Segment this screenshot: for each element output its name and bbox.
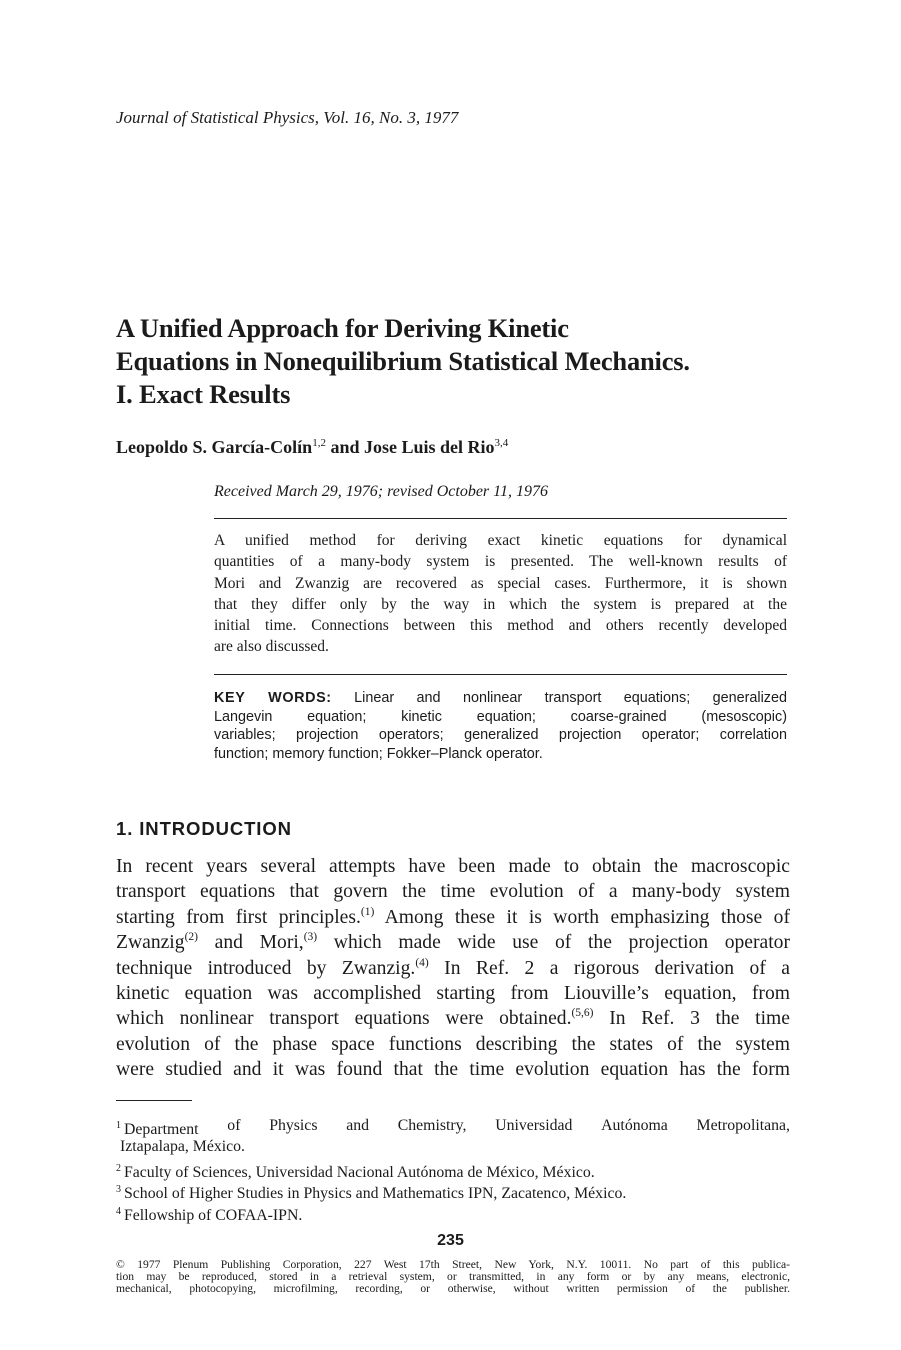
footnote-word: and: [346, 1117, 369, 1134]
received-dates: Received March 29, 1976; revised October 11, 1976: [214, 483, 548, 500]
footnote-word: Universidad: [495, 1117, 573, 1134]
footnote-text: Faculty of Sciences, Universidad Nacional Autónoma de México, México.: [124, 1163, 595, 1181]
body-text-span: and Mori,: [197, 932, 304, 954]
body-text-span: technique introduced by Zwanzig.: [116, 957, 416, 979]
citation-ref: (4): [415, 956, 429, 969]
introduction-body: [116, 854, 790, 1083]
keywords-line: [214, 689, 787, 708]
abstract-line: quantities of a many-body system is presented. The well-known results of: [214, 553, 787, 571]
copyright-notice: [116, 1259, 790, 1294]
abstract: [214, 530, 787, 658]
abstract-line: Mori and Zwanzig are recovered as special cases. Furthermore, it is shown: [214, 574, 787, 592]
author-affiliation-marker: 3,4: [494, 437, 509, 449]
body-line: were studied and it was found that the time evolution equation has the form: [116, 1059, 790, 1081]
footnote-word: Chemistry,: [397, 1117, 467, 1134]
copyright-line: © 1977 Plenum Publishing Corporation, 227 West 17th Street, New York, N.Y. 10011. No part of this publica-: [116, 1258, 790, 1271]
citation-ref: (5,6): [571, 1007, 594, 1020]
keywords-line: Langevin equation; kinetic equation; coarse-grained (mesoscopic): [214, 708, 787, 725]
body-text-span: In Ref. 2 a rigorous derivation of a: [428, 957, 790, 979]
key-words: [214, 689, 787, 763]
body-line: In recent years several attempts have been made to obtain the macroscopic: [116, 856, 790, 877]
journal-citation: Journal of Statistical Physics, Vol. 16, No. 3, 1977: [116, 108, 459, 127]
footnote-word-text: Department: [124, 1121, 199, 1138]
title-line-1: A Unified Approach for Deriving Kinetic: [116, 313, 569, 343]
footnotes: [116, 1115, 790, 1222]
body-text-span: Zwanzig: [116, 932, 185, 954]
copyright-line: mechanical, photocopying, microfilming, recording, or otherwise, without written permission of the publisher.: [116, 1281, 790, 1295]
footnote-1-continuation: Iztapalapa, México.: [120, 1138, 245, 1156]
footnote-3: [116, 1179, 790, 1203]
footnote-word: Autónoma: [601, 1117, 668, 1134]
footnote-2: [116, 1158, 790, 1179]
copyright-line: tion may be reproduced, stored in a retrieval system, or transmitted, in any form or by any means, electronic,: [116, 1269, 790, 1283]
body-line: evolution of the phase space functions describing the states of the system: [116, 1033, 790, 1055]
body-line: [116, 905, 790, 930]
section-heading: 1. INTRODUCTION: [116, 818, 292, 839]
keywords-label: KEY WORDS:: [214, 690, 332, 706]
body-text-span: In Ref. 3 the time: [593, 1008, 790, 1030]
citation-ref: (1): [360, 905, 375, 918]
footnote-marker: 4: [116, 1205, 121, 1217]
keywords-text: Linear and nonlinear transport equations; generalized: [354, 690, 788, 706]
abstract-bottom-rule: [214, 674, 787, 675]
body-line: [116, 1006, 790, 1031]
footnote-text: Fellowship of COFAA-IPN.: [124, 1206, 303, 1224]
citation-ref: (2): [184, 931, 198, 944]
body-text-span: starting from first principles.: [116, 906, 361, 928]
footnote-marker: 2: [116, 1162, 121, 1174]
body-line: transport equations that govern the time evolution of a many-body system: [116, 881, 790, 903]
footnote-separator: [116, 1100, 192, 1101]
abstract-line: that they differ only by the way in which the system is prepared at the: [214, 595, 787, 613]
abstract-line: initial time. Connections between this method and others recently developed: [214, 617, 787, 635]
author-del-rio: Jose Luis del Rio: [363, 437, 495, 457]
footnote-marker: 1: [116, 1120, 121, 1131]
author-affiliation-marker: 1,2: [312, 437, 326, 449]
footnote-word: Physics: [269, 1117, 318, 1134]
keywords-line: variables; projection operators; generalized projection operator; correlation: [214, 727, 787, 744]
abstract-line: are also discussed.: [214, 638, 329, 656]
footnote-marker: 3: [116, 1184, 121, 1196]
abstract-top-rule: [214, 518, 787, 519]
article-title: [116, 312, 690, 411]
body-text-span: Among these it is worth emphasizing those of: [374, 906, 791, 928]
footnote-word: of: [227, 1117, 241, 1134]
footnote-4: [116, 1201, 790, 1222]
page-number: 235: [437, 1232, 464, 1249]
author-garcia-colin: Leopoldo S. García-Colín: [116, 437, 313, 457]
keywords-line: function; memory function; Fokker–Planck operator.: [214, 745, 543, 762]
footnote-text: School of Higher Studies in Physics and Mathematics IPN, Zacatenco, México.: [124, 1185, 627, 1203]
body-line: [116, 956, 790, 981]
body-text-span: which nonlinear transport equations were obtained.: [116, 1008, 572, 1030]
title-line-2: Equations in Nonequilibrium Statistical Mechanics.: [116, 346, 690, 376]
body-text-span: which made wide use of the projection operator: [317, 932, 790, 954]
author-list: [116, 437, 508, 458]
footnote-word: Metropolitana,: [696, 1117, 790, 1134]
body-line: [116, 930, 790, 955]
author-conjunction: and: [330, 437, 360, 457]
footnote-word: [116, 1115, 199, 1136]
abstract-line: A unified method for deriving exact kinetic equations for dynamical: [214, 532, 787, 549]
body-line: kinetic equation was accomplished starting from Liouville’s equation, from: [116, 982, 790, 1004]
footnote-1: [116, 1115, 790, 1136]
title-line-3: I. Exact Results: [116, 379, 291, 409]
citation-ref: (3): [303, 931, 318, 944]
